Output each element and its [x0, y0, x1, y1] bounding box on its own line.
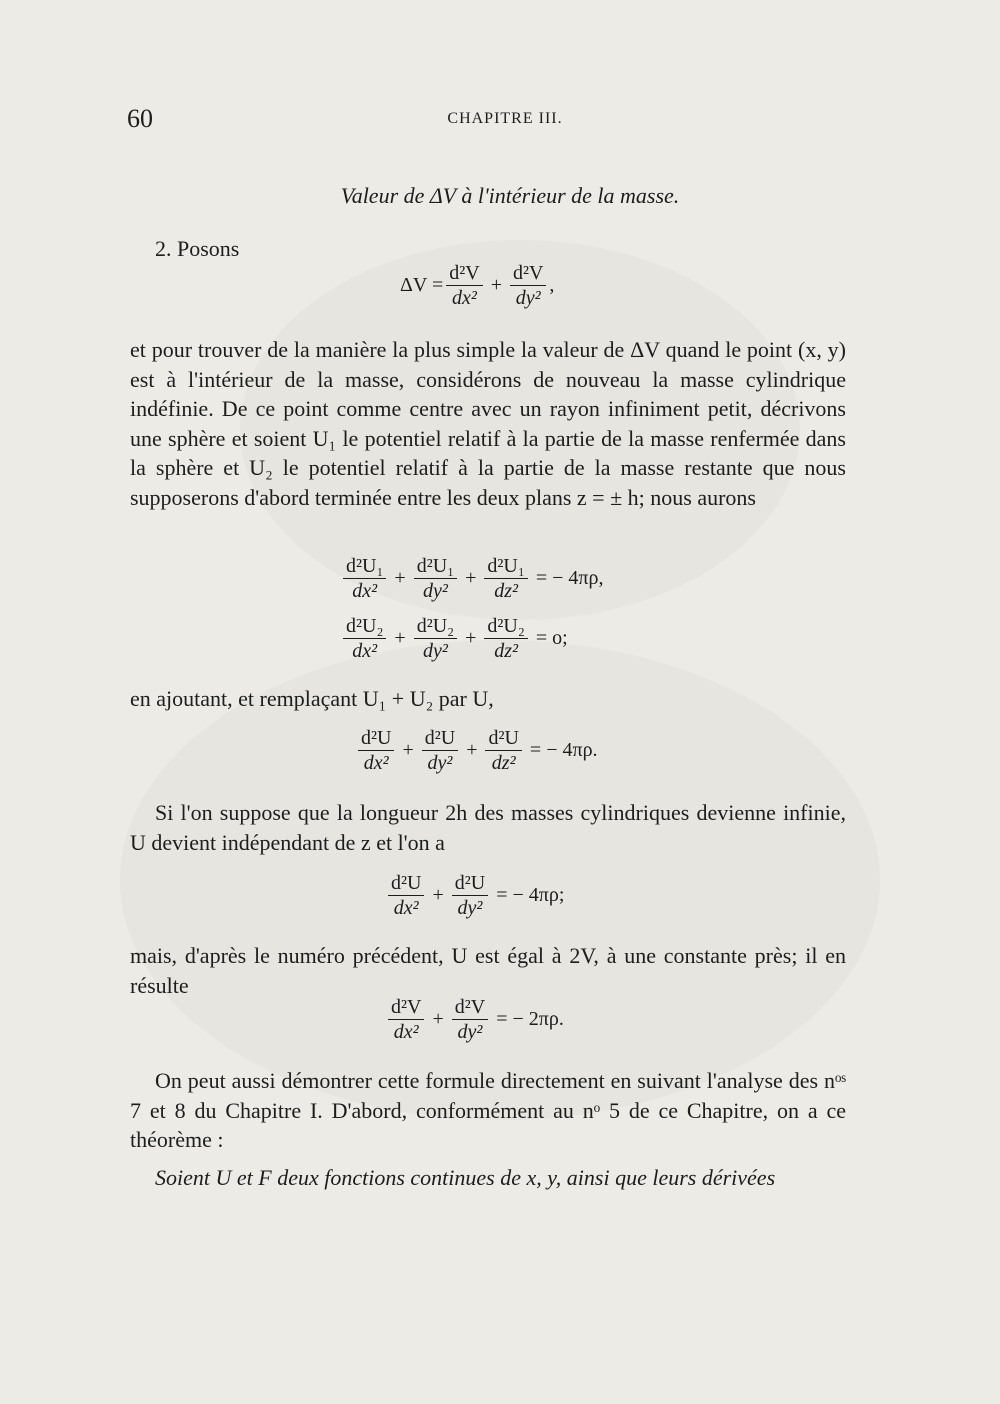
- fraction: $\frac{\text{d²U₂}}{\text{dx²}}$: [343, 615, 386, 662]
- paragraph: mais, d'après le numéro précédent, U est égal à 2V, à une constante près; il en résulte: [130, 943, 846, 998]
- paragraph: et pour trouver de la manière la plus simple la valeur de ΔV quand le point (x, y) est à l'intérieur de la masse, considérons de nouveau la masse cylindrique indéfinie. De ce point comme centre avec un rayon infiniment petit, décrivons une sphère et soient U₁ le potentiel relatif à la partie de la masse renfermée dans la sphère et U₂ le potentiel relatif à la partie de la masse restante que nous supposerons d'abord terminée entre les deux plans z = ± h; nous aurons: [130, 337, 846, 510]
- running-header: CHAPITRE III.: [447, 110, 563, 127]
- section-title: Valeur de ΔV à l'intérieur de la masse.: [340, 183, 680, 208]
- page-number: 60: [127, 104, 153, 133]
- fraction: $\frac{\text{d²U₁}}{\text{dx²}}$: [343, 555, 386, 602]
- equation-4: $\frac{\text{d²U}}{\text{dx²}}$ + $\frac{\text{d²U}}{\text{dy²}}$ + $\frac{\text{d²U}}{\text{dz²}}$ = − 4πρ.: [355, 727, 603, 774]
- fraction: $\frac{\text{d²V}}{\text{dy²}}$: [510, 262, 546, 309]
- fraction: $\frac{\text{d²U}}{\text{dy²}}$: [452, 872, 488, 919]
- fraction: $\frac{\text{d²U₂}}{\text{dy²}}$: [414, 615, 457, 662]
- fraction: $\frac{\text{d²V}}{\text{dx²}}$: [446, 262, 482, 309]
- theorem-text: Soient U et F deux fonctions continues de x, y, ainsi que leurs dérivées: [155, 1165, 776, 1190]
- equation-1: ΔV = $\frac{\text{d²V}}{\text{dx²}}$ + $\frac{\text{d²V}}{\text{dy²}}$ ,: [400, 262, 555, 309]
- fraction: $\frac{\text{d²U₁}}{\text{dy²}}$: [414, 555, 457, 602]
- eq-lhs: ΔV =: [400, 274, 444, 296]
- paragraph: en ajoutant, et remplaçant U₁ + U₂ par U,: [130, 686, 494, 711]
- fraction: $\frac{\text{d²U₁}}{\text{dz²}}$: [484, 555, 527, 602]
- fraction: $\frac{\text{d²U}}{\text{dy²}}$: [422, 727, 458, 774]
- fraction: $\frac{\text{d²U}}{\text{dx²}}$: [358, 727, 394, 774]
- fraction: $\frac{\text{d²U}}{\text{dx²}}$: [388, 872, 424, 919]
- fraction: $\frac{\text{d²U₂}}{\text{dz²}}$: [484, 615, 527, 662]
- fraction: $\frac{\text{d²U}}{\text{dz²}}$: [485, 727, 521, 774]
- paragraph-lead: 2. Posons: [155, 236, 240, 261]
- equation-3: $\frac{\text{d²U₂}}{\text{dx²}}$ + $\frac{\text{d²U₂}}{\text{dy²}}$ + $\frac{\text{d²U₂}}{\text{dz²}}$ = o;: [340, 615, 573, 662]
- fraction: $\frac{\text{d²V}}{\text{dy²}}$: [452, 996, 488, 1043]
- equation-5: $\frac{\text{d²U}}{\text{dx²}}$ + $\frac{\text{d²U}}{\text{dy²}}$ = − 4πρ;: [385, 872, 569, 919]
- fraction: $\frac{\text{d²V}}{\text{dx²}}$: [388, 996, 424, 1043]
- equation-2: $\frac{\text{d²U₁}}{\text{dx²}}$ + $\frac{\text{d²U₁}}{\text{dy²}}$ + $\frac{\text{d²U₁}}{\text{dz²}}$ = − 4πρ,: [340, 555, 608, 602]
- equation-6: $\frac{\text{d²V}}{\text{dx²}}$ + $\frac{\text{d²V}}{\text{dy²}}$ = − 2πρ.: [385, 996, 569, 1043]
- paragraph: Si l'on suppose que la longueur 2h des masses cylindriques devienne infinie, U devient indépendant de z et l'on a: [130, 800, 846, 855]
- paragraph: On peut aussi démontrer cette formule directement en suivant l'analyse des nᵒˢ 7 et 8 du Chapitre I. D'abord, conformément au nᵒ 5 de ce Chapitre, on a ce théorème :: [130, 1068, 846, 1152]
